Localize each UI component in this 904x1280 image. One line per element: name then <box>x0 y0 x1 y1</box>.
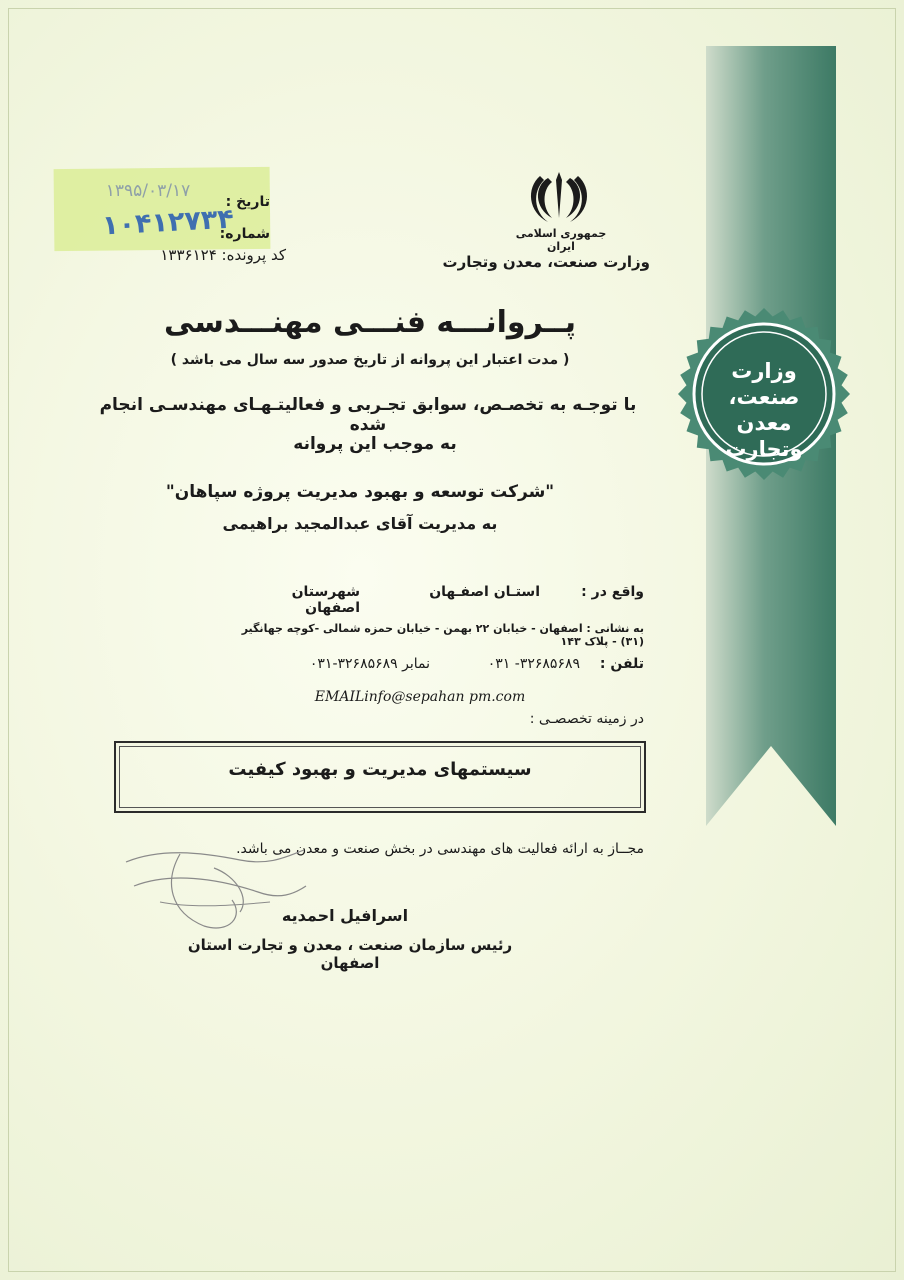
number-label: شماره: <box>219 226 270 242</box>
authorization-text: مجــاز به ارائه فعالیت های مهندسی در بخش صنعت و معدن می باشد. <box>236 841 644 857</box>
seal-line: وتجارت <box>725 437 803 461</box>
phone-value: ۳۲۶۸۵۶۸۹- ۰۳۱ <box>487 656 580 672</box>
manager-name: به مدیریت آقای عبدالمجید براهیمی <box>222 514 498 533</box>
specialty-value: سیستمهای مدیریت و بهبود کیفیت <box>228 759 532 780</box>
signer-name: اسرافیل احمدیه <box>281 906 409 925</box>
signer-title: رئیس سازمان صنعت ، معدن و تجارت استان اصفهان <box>187 936 513 972</box>
seal-line: وزارت <box>731 359 797 383</box>
seal-line: صنعت، معدن <box>728 385 800 435</box>
intro-line-2: به موجب این پروانه <box>293 434 457 454</box>
date-label: تاریخ : <box>225 194 270 210</box>
company-name: "شرکت توسعه و بهبود مدیریت پروژه سپاهان" <box>165 482 555 502</box>
email: EMAILinfo@sepahan pm.com <box>314 689 526 705</box>
date-value: ۱۳۹۵/۰۳/۱۷ <box>105 181 191 201</box>
ministry-name: وزارت صنعت، معدن وتجارت <box>442 253 650 271</box>
file-code <box>116 246 286 264</box>
country-name: جمهوری اسلامی ایران <box>515 227 607 253</box>
iran-emblem-icon <box>526 168 592 226</box>
location-label: واقع در : <box>581 584 644 600</box>
specialty-box <box>114 741 646 813</box>
number-value: ۱۰۴۱۲۷۳۴ <box>101 203 235 242</box>
phone-label: تلفن : <box>599 656 644 672</box>
intro-line-1: با توجـه به تخصـص، سوابق تجـربی و فعالیتـهـای مهندسـی انجام شده <box>99 395 637 435</box>
seal-text <box>700 358 828 462</box>
city: شهرستان اصفهان <box>291 584 360 616</box>
file-code-label: کد پرونده: <box>221 246 286 264</box>
file-code-value: ۱۳۳۶۱۲۴ <box>160 246 217 264</box>
specialty-label: در زمینه تخصصـی : <box>529 711 644 727</box>
validity-note: ( مدت اعتبار این پروانه از تاریخ صدور سه سال می باشد ) <box>170 352 570 368</box>
province: استـان اصفـهان <box>429 584 540 600</box>
license-title: پــروانـــه فنـــی مهنـــدسی <box>163 305 577 340</box>
address: به نشانی : اصفهان - خیابان ۲۲ بهمن - خیابان حمزه شمالی -کوچه جهانگیر (۳۱) - پلاک ۱۴۳ <box>241 622 644 648</box>
fax: نمابر ۳۲۶۸۵۶۸۹-۰۳۱ <box>309 656 430 672</box>
